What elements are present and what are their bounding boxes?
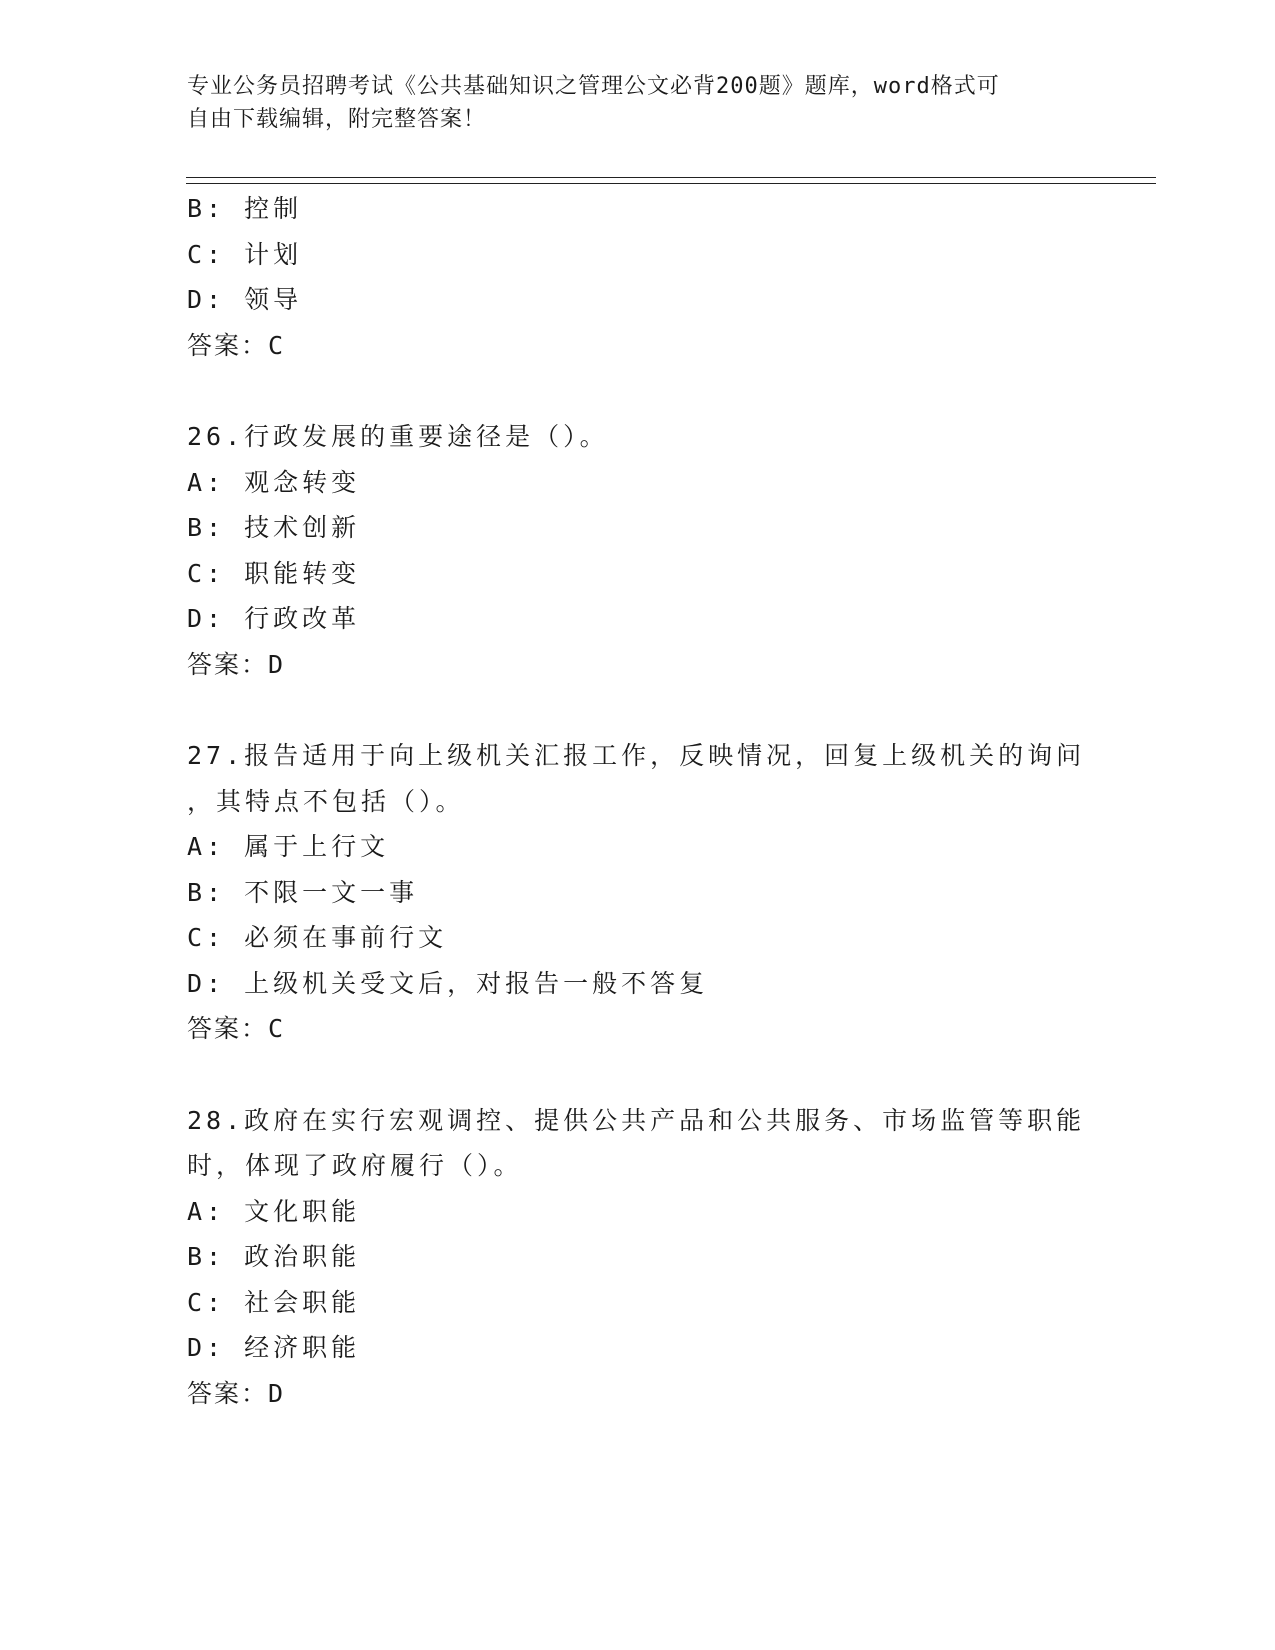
question-text-line-2: 时，体现了政府履行（）。 xyxy=(187,1151,523,1180)
option-b: B: 控制 xyxy=(187,194,303,223)
option-b: B: 技术创新 xyxy=(187,513,361,542)
carryover-block xyxy=(187,186,1087,368)
question-text-line-2: ，其特点不包括（）。 xyxy=(187,786,465,816)
option-a: A: 观念转变 xyxy=(187,467,361,497)
question-text: 26.行政发展的重要途径是（）。 xyxy=(187,422,609,451)
option-a: A: 文化职能 xyxy=(187,1196,361,1226)
question-text-line-1: 28.政府在实行宏观调控、提供公共产品和公共服务、市场监管等职能 xyxy=(187,1105,1086,1135)
option-c: C: 职能转变 xyxy=(187,558,361,588)
question-26 xyxy=(187,414,1087,687)
option-c: C: 计划 xyxy=(187,239,303,269)
option-c: C: 社会职能 xyxy=(187,1287,361,1317)
question-28 xyxy=(187,1098,1087,1417)
option-d: D: 上级机关受文后，对报告一般不答复 xyxy=(187,968,709,998)
header-line-2: 自由下载编辑，附完整答案！ xyxy=(187,107,487,132)
document-header xyxy=(187,70,1067,136)
header-line-1: 专业公务员招聘考试《公共基础知识之管理公文必背200题》题库，word格式可 xyxy=(187,74,1000,99)
answer-line: 答案：D xyxy=(187,1378,286,1408)
option-d: D: 经济职能 xyxy=(187,1333,361,1362)
question-27 xyxy=(187,733,1087,1052)
question-list xyxy=(187,186,1087,1416)
option-a: A: 属于上行文 xyxy=(187,832,390,861)
option-b: B: 不限一文一事 xyxy=(187,877,419,907)
header-divider xyxy=(186,177,1156,184)
answer-line: 答案：C xyxy=(187,1014,286,1043)
option-c: C: 必须在事前行文 xyxy=(187,923,448,952)
option-d: D: 行政改革 xyxy=(187,604,361,633)
answer-line: 答案：D xyxy=(187,649,286,679)
option-b: B: 政治职能 xyxy=(187,1242,361,1271)
question-text-line-1: 27.报告适用于向上级机关汇报工作，反映情况，回复上级机关的询问 xyxy=(187,741,1086,770)
answer-line: 答案：C xyxy=(187,330,286,360)
option-d: D: 领导 xyxy=(187,285,303,314)
